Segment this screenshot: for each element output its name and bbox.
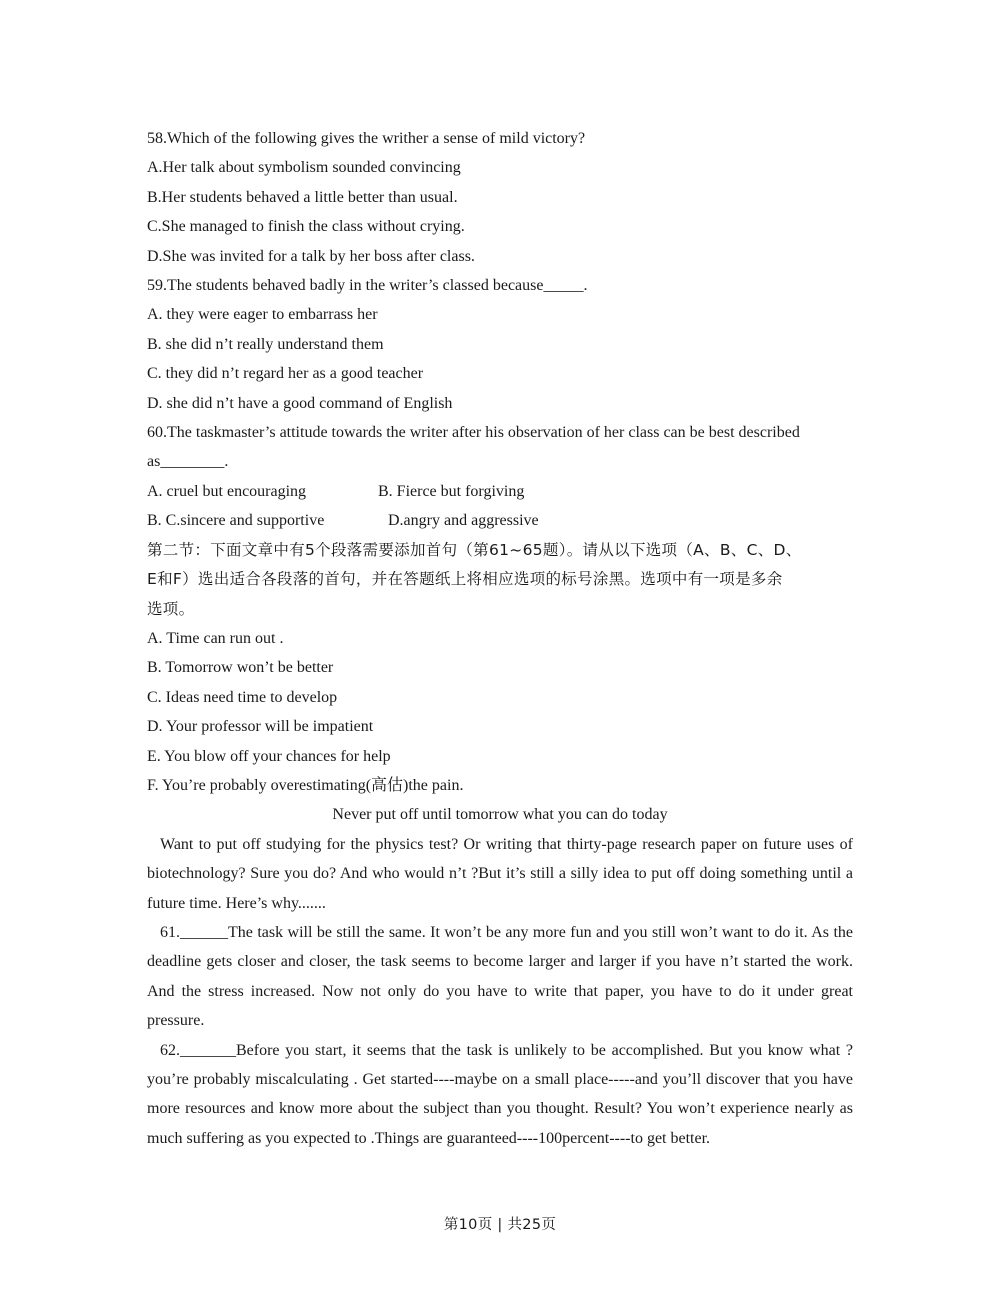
choice-a: A. Time can run out . — [147, 629, 284, 647]
question-60-stem-line2: as________. — [147, 453, 229, 471]
section-2-instruction-line1: 第二节：下面文章中有5个段落需要添加首句（第61~65题）。请从以下选项（A、B、C、D、 — [147, 540, 802, 559]
passage-paragraph-61: 61.______The task will be still the same. It won’t be any more fun and you still won’t want to do it. As the deadline gets closer and closer, the task seems to become larger and larger if you have n’t started the work. And the stress increased. Now not only do you have to write that paper, you have to do it under great pressure. — [147, 923, 853, 1030]
question-60-stem-line1: 60.The taskmaster’s attitude towards the writer after his observation of her class can be best described — [147, 424, 800, 442]
question-60-option-d: D.angry and aggressive — [388, 512, 539, 530]
question-60-options-row-1 — [147, 477, 853, 506]
passage-paragraph-62: 62._______Before you start, it seems that the task is unlikely to be accomplished. But you know what ?you’re probably miscalculating . Get started----maybe on a small place-----and you’ll discover that you have more resources and know more about the subject than you thought. Result? You won’t experience nearly as much suffering as you expected to .Things are guaranteed----100percent----to get better. — [147, 1041, 853, 1147]
question-60-options-row-2 — [147, 506, 853, 535]
passage — [147, 800, 853, 1153]
question-59-option-a: A. they were eager to embarrass her — [147, 306, 378, 324]
choice-b: B. Tomorrow won’t be better — [147, 659, 334, 677]
heading-choices — [147, 624, 853, 800]
question-58-option-d: D.She was invited for a talk by her boss after class. — [147, 247, 475, 265]
passage-intro: Want to put off studying for the physics test? Or writing that thirty-page research paper on future uses of biotechnology? Sure you do? And who would n’t ?But it’s still a silly idea to put off doing something until a future time. Here’s why....... — [147, 835, 853, 912]
question-60-option-b: B. Fierce but forgiving — [378, 482, 525, 500]
question-58-option-c: C.She managed to finish the class without crying. — [147, 218, 465, 236]
choice-c: C. Ideas need time to develop — [147, 688, 338, 706]
question-58-option-a: A.Her talk about symbolism sounded convincing — [147, 159, 461, 177]
exam-page-content — [147, 124, 853, 1153]
section-2-instruction-line3: 选项。 — [147, 599, 195, 618]
passage-title: Never put off until tomorrow what you can do today — [332, 806, 668, 824]
question-59-stem: 59.The students behaved badly in the writer’s classed because_____. — [147, 277, 588, 295]
section-2-instruction-line2: E和F）选出适合各段落的首句，并在答题纸上将相应选项的标号涂黑。选项中有一项是多余 — [147, 570, 783, 589]
question-59-option-b: B. she did n’t really understand them — [147, 335, 384, 353]
choice-e: E. You blow off your chances for help — [147, 747, 391, 765]
choice-d: D. Your professor will be impatient — [147, 718, 374, 736]
question-58-stem: 58.Which of the following gives the writher a sense of mild victory? — [147, 130, 586, 147]
section-2-instructions — [147, 536, 853, 624]
question-60 — [147, 418, 853, 536]
question-59-option-d: D. she did n’t have a good command of English — [147, 394, 453, 412]
question-59 — [147, 271, 853, 418]
question-58 — [147, 124, 853, 271]
page-number-footer: 第10页 | 共25页 — [443, 1217, 557, 1233]
question-60-option-c: B. C.sincere and supportive — [147, 512, 325, 530]
choice-f: F. You’re probably overestimating(高估)the pain. — [147, 776, 464, 794]
question-60-option-a: A. cruel but encouraging — [147, 482, 307, 500]
question-58-option-b: B.Her students behaved a little better than usual. — [147, 188, 458, 206]
question-59-option-c: C. they did n’t regard her as a good teacher — [147, 365, 424, 383]
